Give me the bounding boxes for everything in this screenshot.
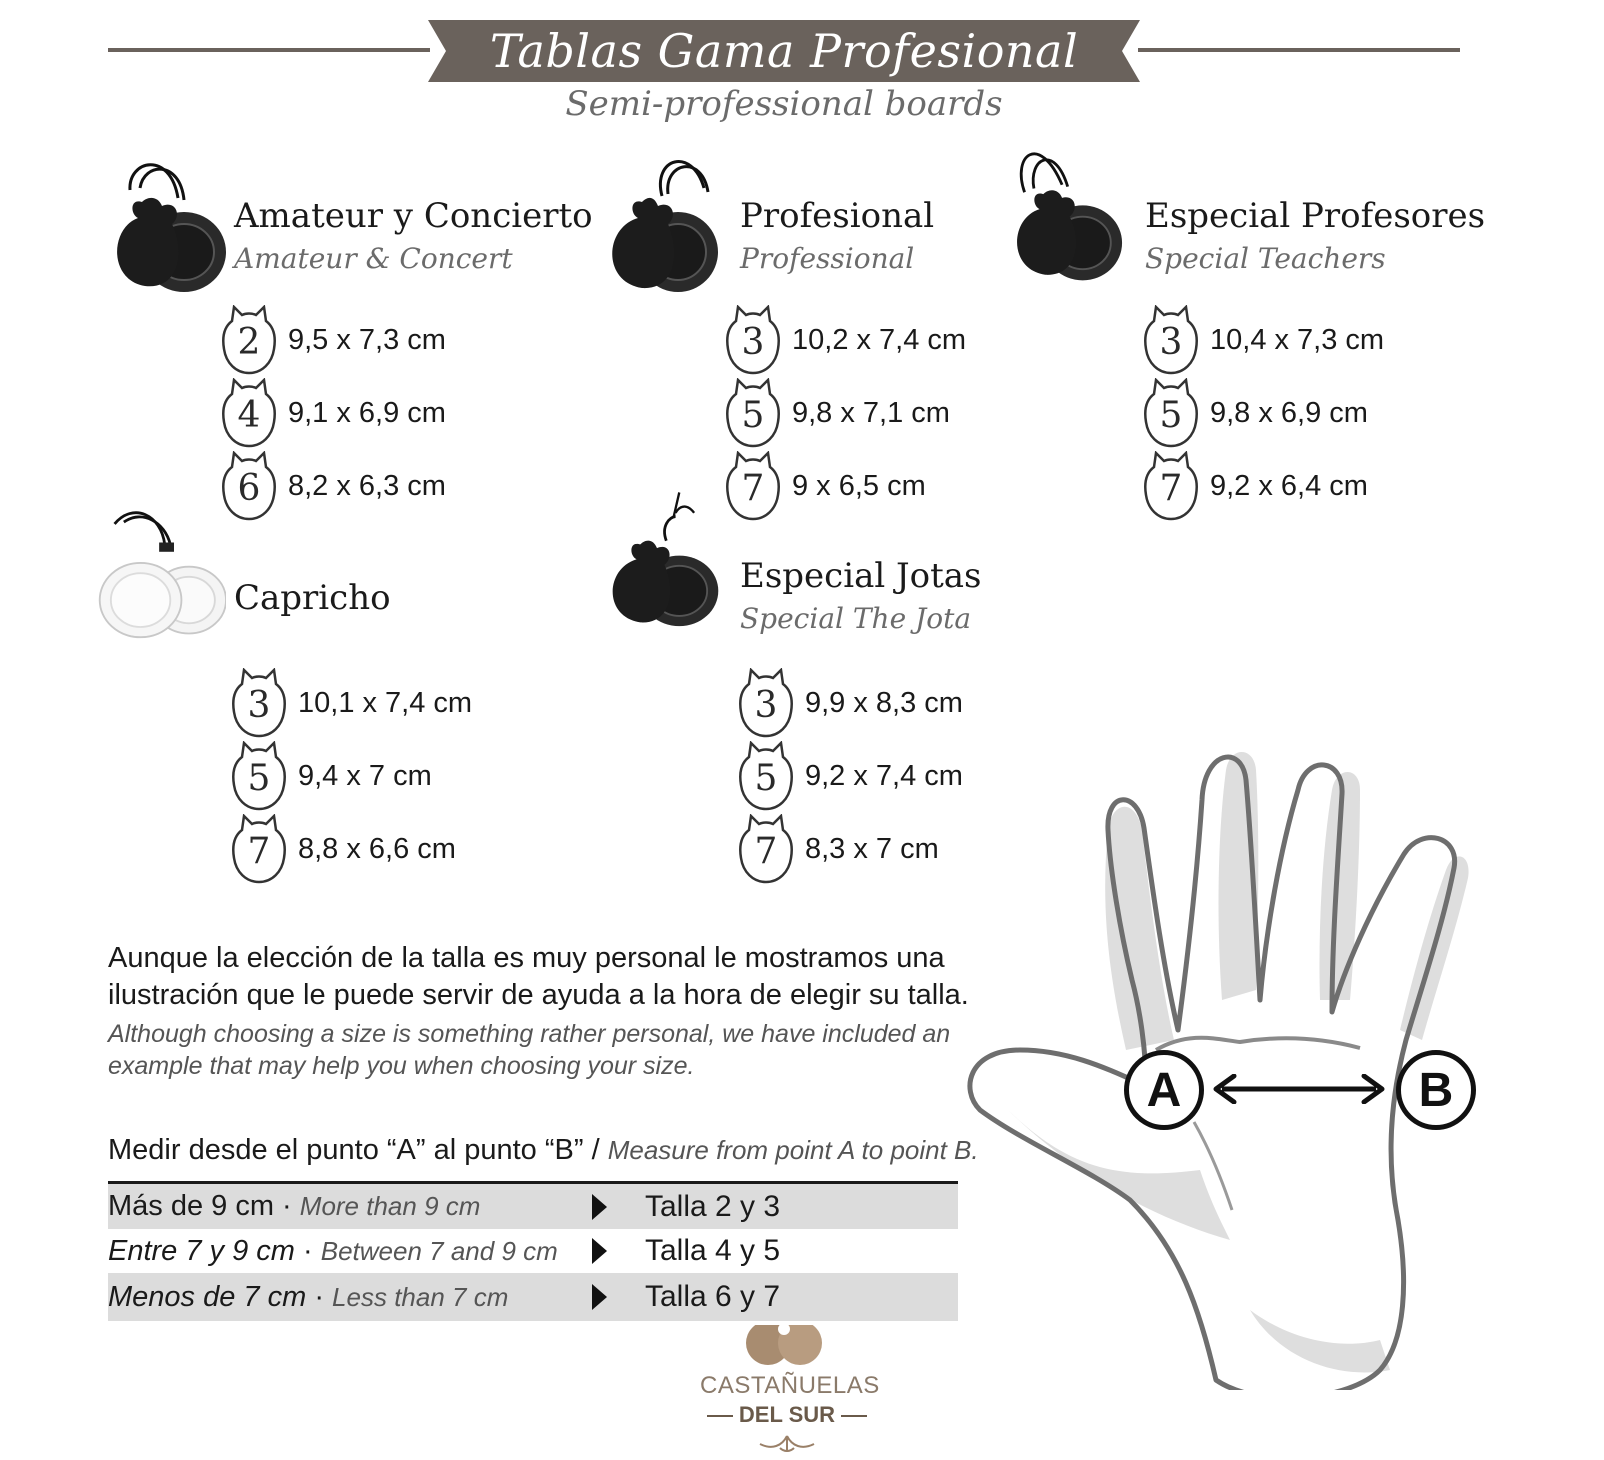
size-number: 5 bbox=[247, 758, 271, 799]
header-rule-right bbox=[1138, 48, 1460, 52]
talla-cell: Talla 2 y 3 bbox=[645, 1189, 781, 1223]
size-row bbox=[232, 668, 472, 738]
range-es: Menos de 7 cm bbox=[108, 1280, 307, 1313]
range-separator: · bbox=[274, 1190, 300, 1222]
castanet-black-image bbox=[592, 488, 722, 638]
size-badge-icon bbox=[739, 741, 793, 811]
castanet-black-image bbox=[998, 136, 1128, 286]
size-badge-icon bbox=[726, 305, 780, 375]
size-dimensions: 9,8 x 6,9 cm bbox=[1210, 396, 1368, 429]
double-arrow-icon bbox=[1212, 1074, 1386, 1104]
page-title: Tablas Gama Profesional bbox=[489, 24, 1079, 78]
size-badge-icon bbox=[232, 741, 286, 811]
range-en: Less than 7 cm bbox=[332, 1281, 509, 1312]
measure-text-es: Medir desde el punto “A” al punto “B” / bbox=[108, 1134, 608, 1166]
castanet-black-image bbox=[592, 148, 722, 298]
table-row bbox=[108, 1229, 958, 1273]
size-row bbox=[739, 741, 963, 811]
castanet-white-image bbox=[96, 500, 226, 650]
size-dimensions: 8,8 x 6,6 cm bbox=[298, 832, 456, 865]
size-dimensions: 9,4 x 7 cm bbox=[298, 759, 432, 792]
size-badge-icon bbox=[726, 378, 780, 448]
size-number: 7 bbox=[247, 831, 271, 872]
range-en: More than 9 cm bbox=[299, 1191, 481, 1221]
range-en: Between 7 and 9 cm bbox=[320, 1235, 558, 1266]
size-badge-icon bbox=[1144, 451, 1198, 521]
size-row bbox=[1144, 305, 1384, 375]
brand-subtitle-text: DEL SUR bbox=[738, 1402, 836, 1427]
size-dimensions: 9,9 x 8,3 cm bbox=[805, 686, 963, 719]
size-badge-icon bbox=[232, 668, 286, 738]
measure-text-en: Measure from point A to point B. bbox=[607, 1135, 979, 1165]
size-dimensions: 9,2 x 7,4 cm bbox=[805, 759, 963, 792]
product-name: Especial Profesores bbox=[1145, 196, 1486, 236]
size-row bbox=[222, 378, 446, 448]
range-cell bbox=[108, 1190, 480, 1223]
size-dimensions: 8,2 x 6,3 cm bbox=[288, 469, 446, 502]
size-number: 2 bbox=[237, 322, 261, 363]
measure-instruction bbox=[108, 1134, 979, 1167]
size-number: 7 bbox=[741, 468, 765, 509]
range-separator: · bbox=[306, 1280, 333, 1313]
size-badge-icon bbox=[1144, 378, 1198, 448]
size-number: 3 bbox=[1159, 322, 1183, 363]
size-badge-icon bbox=[726, 451, 780, 521]
size-dimensions: 9,5 x 7,3 cm bbox=[288, 323, 446, 356]
size-dimensions: 9,8 x 7,1 cm bbox=[792, 396, 950, 429]
size-dimensions: 10,1 x 7,4 cm bbox=[298, 686, 473, 719]
size-number: 3 bbox=[741, 322, 765, 363]
size-number: 7 bbox=[1159, 468, 1183, 509]
product-name: Especial Jotas bbox=[740, 556, 982, 596]
size-number: 7 bbox=[754, 831, 778, 872]
play-arrow-icon bbox=[592, 1238, 607, 1264]
size-badge-icon bbox=[232, 814, 286, 884]
product-subtitle: Special Teachers bbox=[1145, 242, 1386, 275]
size-table bbox=[108, 1181, 958, 1321]
guide-text-es: Aunque la elección de la talla es muy personal le mostramos una ilustración que le puede servir de ayuda a la hora de elegir su talla. bbox=[108, 942, 969, 1011]
product-name: Amateur y Concierto bbox=[234, 196, 593, 236]
size-number: 6 bbox=[237, 468, 261, 509]
product-name: Profesional bbox=[740, 196, 935, 236]
product-subtitle: Special The Jota bbox=[740, 602, 972, 635]
point-b-marker: B bbox=[1396, 1050, 1476, 1130]
talla-cell: Talla 4 y 5 bbox=[645, 1234, 781, 1267]
size-badge-icon bbox=[222, 305, 276, 375]
size-number: 5 bbox=[741, 395, 765, 436]
talla-cell: Talla 6 y 7 bbox=[645, 1280, 781, 1313]
range-cell bbox=[108, 1235, 558, 1268]
size-badge-icon bbox=[222, 378, 276, 448]
size-dimensions: 9,2 x 6,4 cm bbox=[1210, 469, 1368, 502]
table-row bbox=[108, 1273, 958, 1321]
product-name: Capricho bbox=[234, 578, 391, 618]
size-row bbox=[232, 741, 432, 811]
play-arrow-icon bbox=[592, 1194, 607, 1220]
size-dimensions: 8,3 x 7 cm bbox=[805, 832, 939, 865]
range-es: Más de 9 cm bbox=[108, 1190, 274, 1222]
size-number: 3 bbox=[754, 685, 778, 726]
size-dimensions: 9,1 x 6,9 cm bbox=[288, 396, 446, 429]
castanet-logo-icon bbox=[738, 1325, 834, 1369]
range-es: Entre 7 y 9 cm bbox=[108, 1234, 295, 1267]
size-row bbox=[739, 814, 939, 884]
ornament-icon bbox=[752, 1432, 822, 1456]
size-badge-icon bbox=[1144, 305, 1198, 375]
size-row bbox=[222, 305, 446, 375]
size-badge-icon bbox=[739, 668, 793, 738]
size-row bbox=[739, 668, 963, 738]
castanet-black-image bbox=[100, 150, 230, 300]
range-cell bbox=[108, 1281, 508, 1314]
size-row bbox=[1144, 378, 1368, 448]
size-number: 3 bbox=[247, 685, 271, 726]
guide-text-en: Although choosing a size is something rather personal, we have included an example that may help you when choosing your size. bbox=[108, 1020, 951, 1080]
product-subtitle: Professional bbox=[740, 242, 915, 275]
size-dimensions: 10,2 x 7,4 cm bbox=[792, 323, 967, 356]
range-separator: · bbox=[294, 1234, 321, 1267]
size-row bbox=[222, 451, 446, 521]
play-arrow-icon bbox=[592, 1284, 607, 1310]
size-number: 5 bbox=[1159, 395, 1183, 436]
page-subtitle: Semi-professional boards bbox=[565, 84, 1003, 124]
size-number: 5 bbox=[754, 758, 778, 799]
size-row bbox=[1144, 451, 1368, 521]
brand-subtitle bbox=[700, 1402, 874, 1428]
product-subtitle: Amateur & Concert bbox=[234, 242, 513, 275]
size-number: 4 bbox=[237, 395, 261, 436]
size-badge-icon bbox=[222, 451, 276, 521]
size-dimensions: 10,4 x 7,3 cm bbox=[1210, 323, 1385, 356]
header-rule-left bbox=[108, 48, 430, 52]
size-row bbox=[726, 378, 950, 448]
table-row bbox=[108, 1184, 958, 1229]
size-dimensions: 9 x 6,5 cm bbox=[792, 469, 926, 502]
point-a-marker: A bbox=[1124, 1050, 1204, 1130]
size-row bbox=[726, 451, 926, 521]
size-row bbox=[726, 305, 966, 375]
brand-name: CASTAÑUELAS bbox=[700, 1372, 880, 1399]
size-row bbox=[232, 814, 456, 884]
size-badge-icon bbox=[739, 814, 793, 884]
